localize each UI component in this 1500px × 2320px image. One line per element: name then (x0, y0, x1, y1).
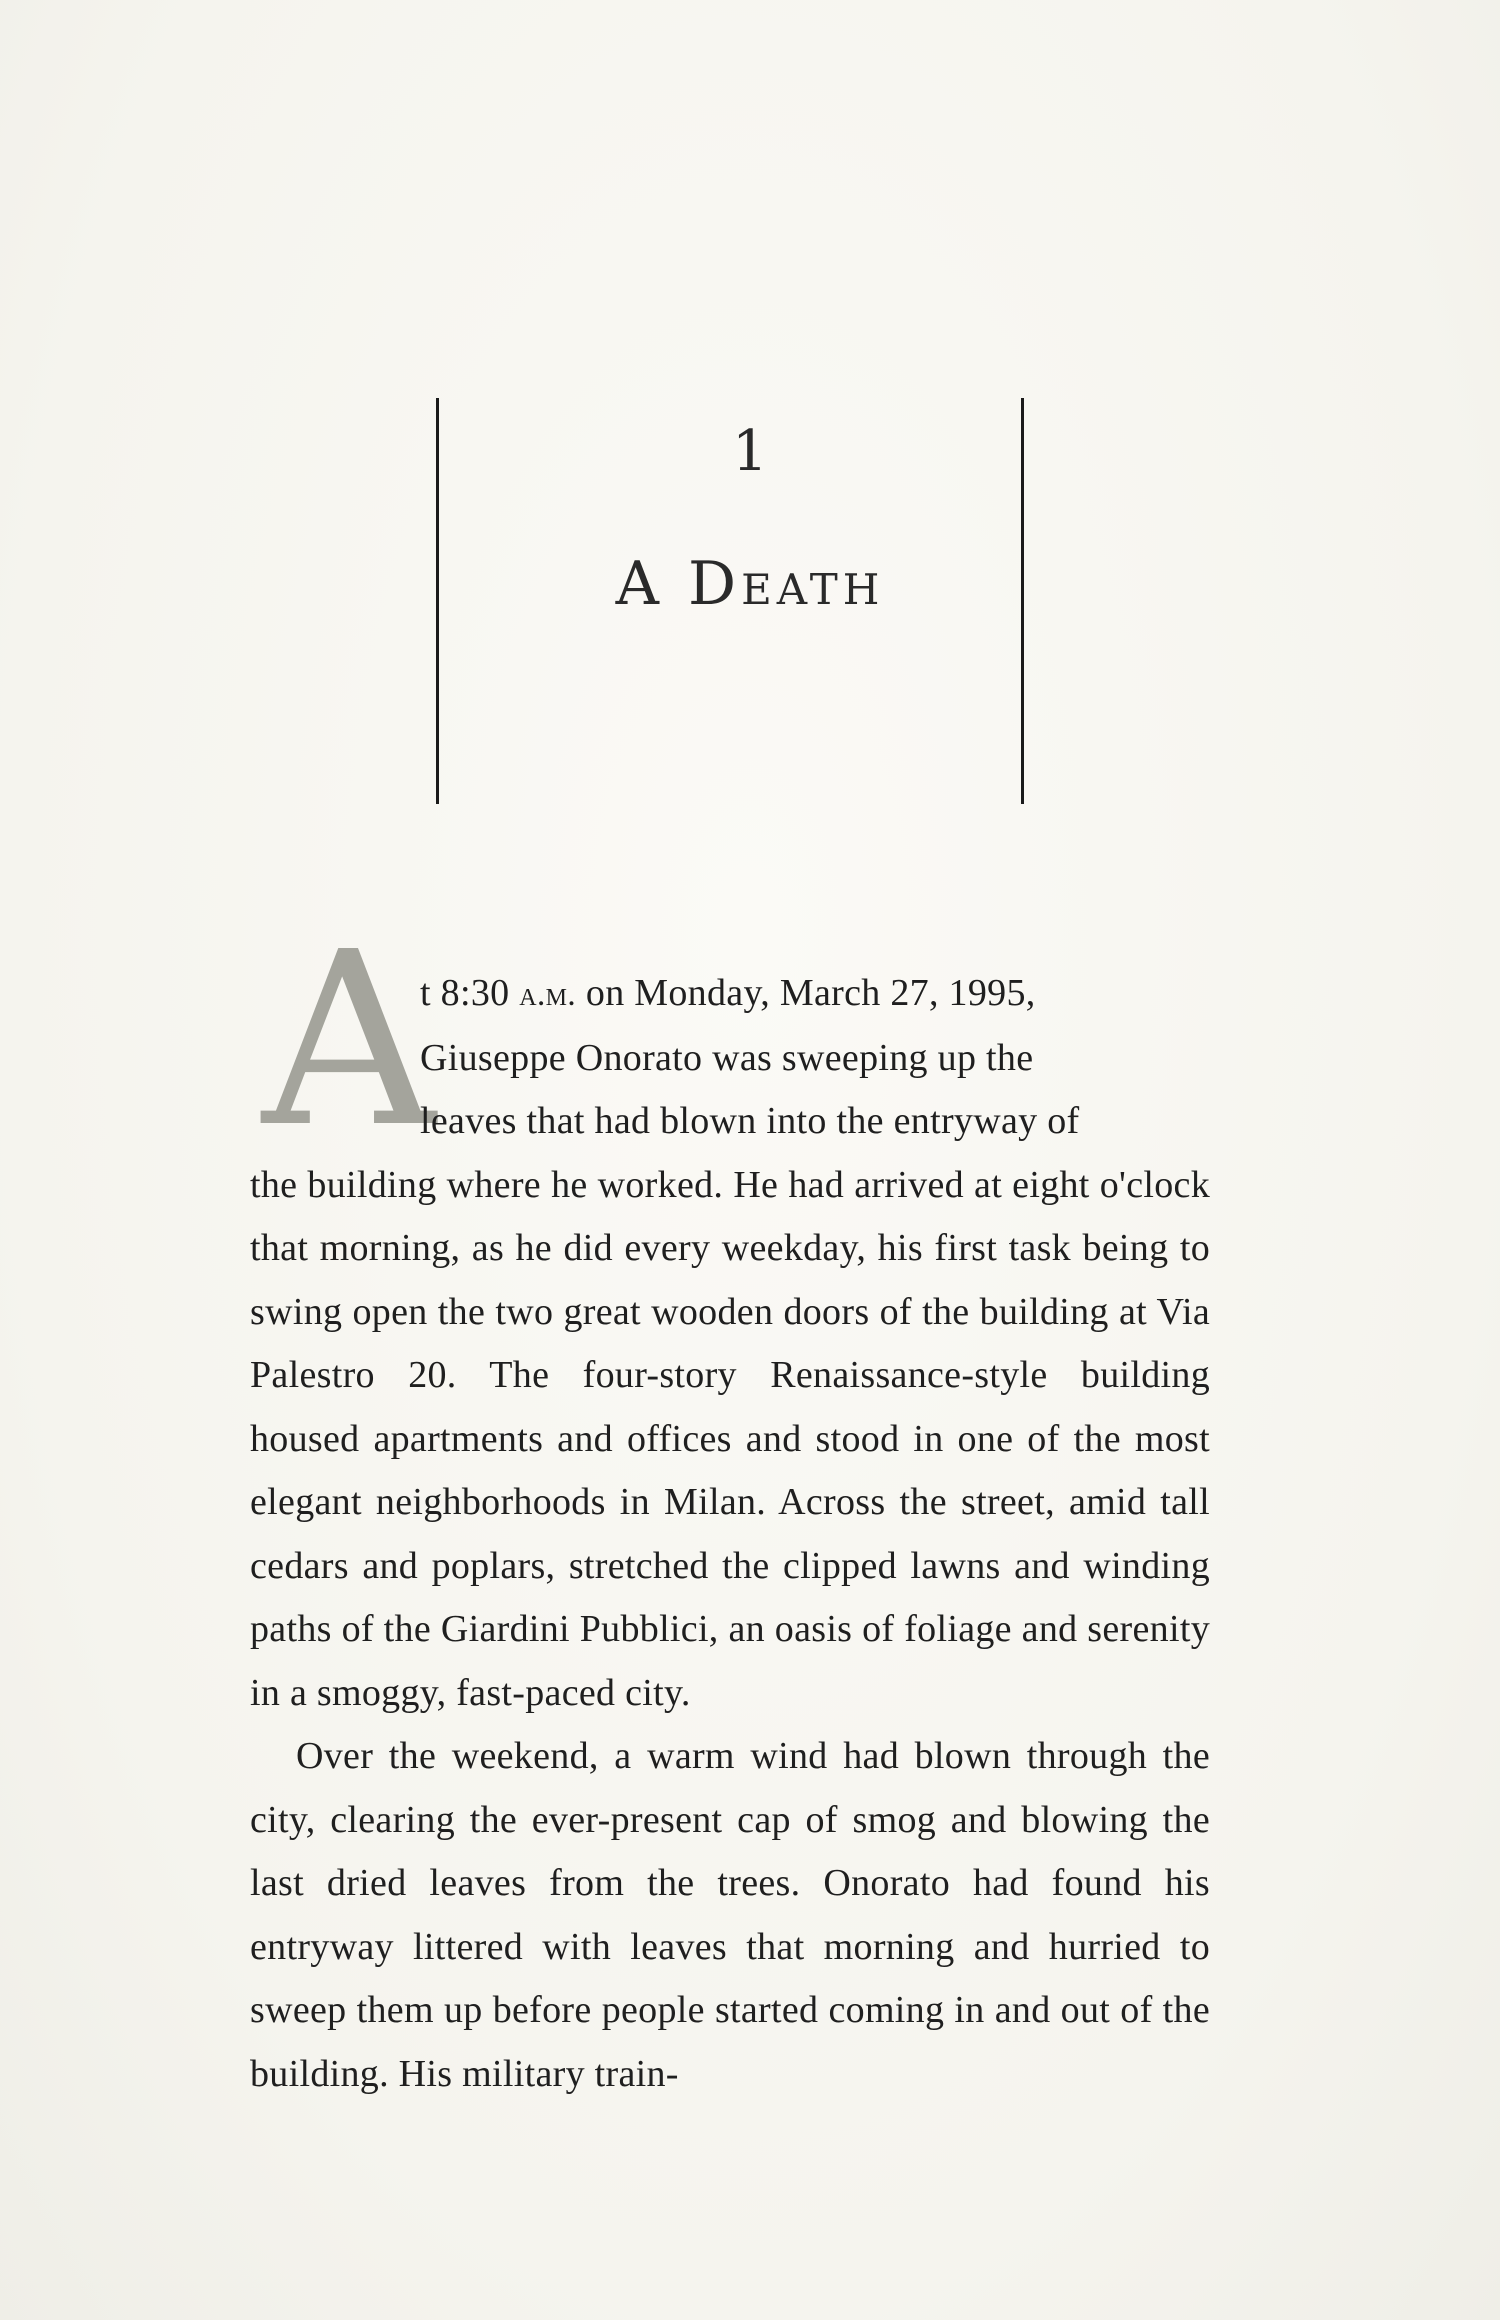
paragraph-1-line-2: Giuseppe Onorato was sweeping up the (420, 1036, 1034, 1079)
chapter-title: A Death (615, 549, 885, 619)
paragraph-2: Over the weekend, a warm wind had blown through the city, clearing the ever-present cap of smog and blowing the last dried leaves from the trees. Onorato had found his entryway littered with leaves that morning and hurried to sweep them up before people started coming in and out of the building. His military train- (250, 1735, 1210, 2095)
paragraph-1 (250, 962, 1210, 1725)
paragraph-1-line-3: leaves that had blown into the entryway of (420, 1100, 1080, 1142)
drop-cap: A (262, 900, 436, 1180)
chapter-number: 1 (732, 419, 768, 484)
chapter-body (250, 962, 1210, 2106)
paragraph-1-rest: the building where he worked. He had arrived at eight o'clock that morning, as he did every weekday, his first task being to swing open the two great wooden doors of the building at Via Palestro 20. The four-story Renaissance-style building housed apartments and offices and stood in one of the most elegant neighborhoods in Milan. Across the street, amid tall cedars and poplars, stretched the clipped lawns and winding paths of the Giardini Pubblici, an oasis of foliage and serenity in a smoggy, fast-paced city. (250, 1163, 1210, 1714)
paragraph-1-line-1: t 8:30 a.m. on Monday, March 27, 1995, (420, 972, 1036, 1014)
